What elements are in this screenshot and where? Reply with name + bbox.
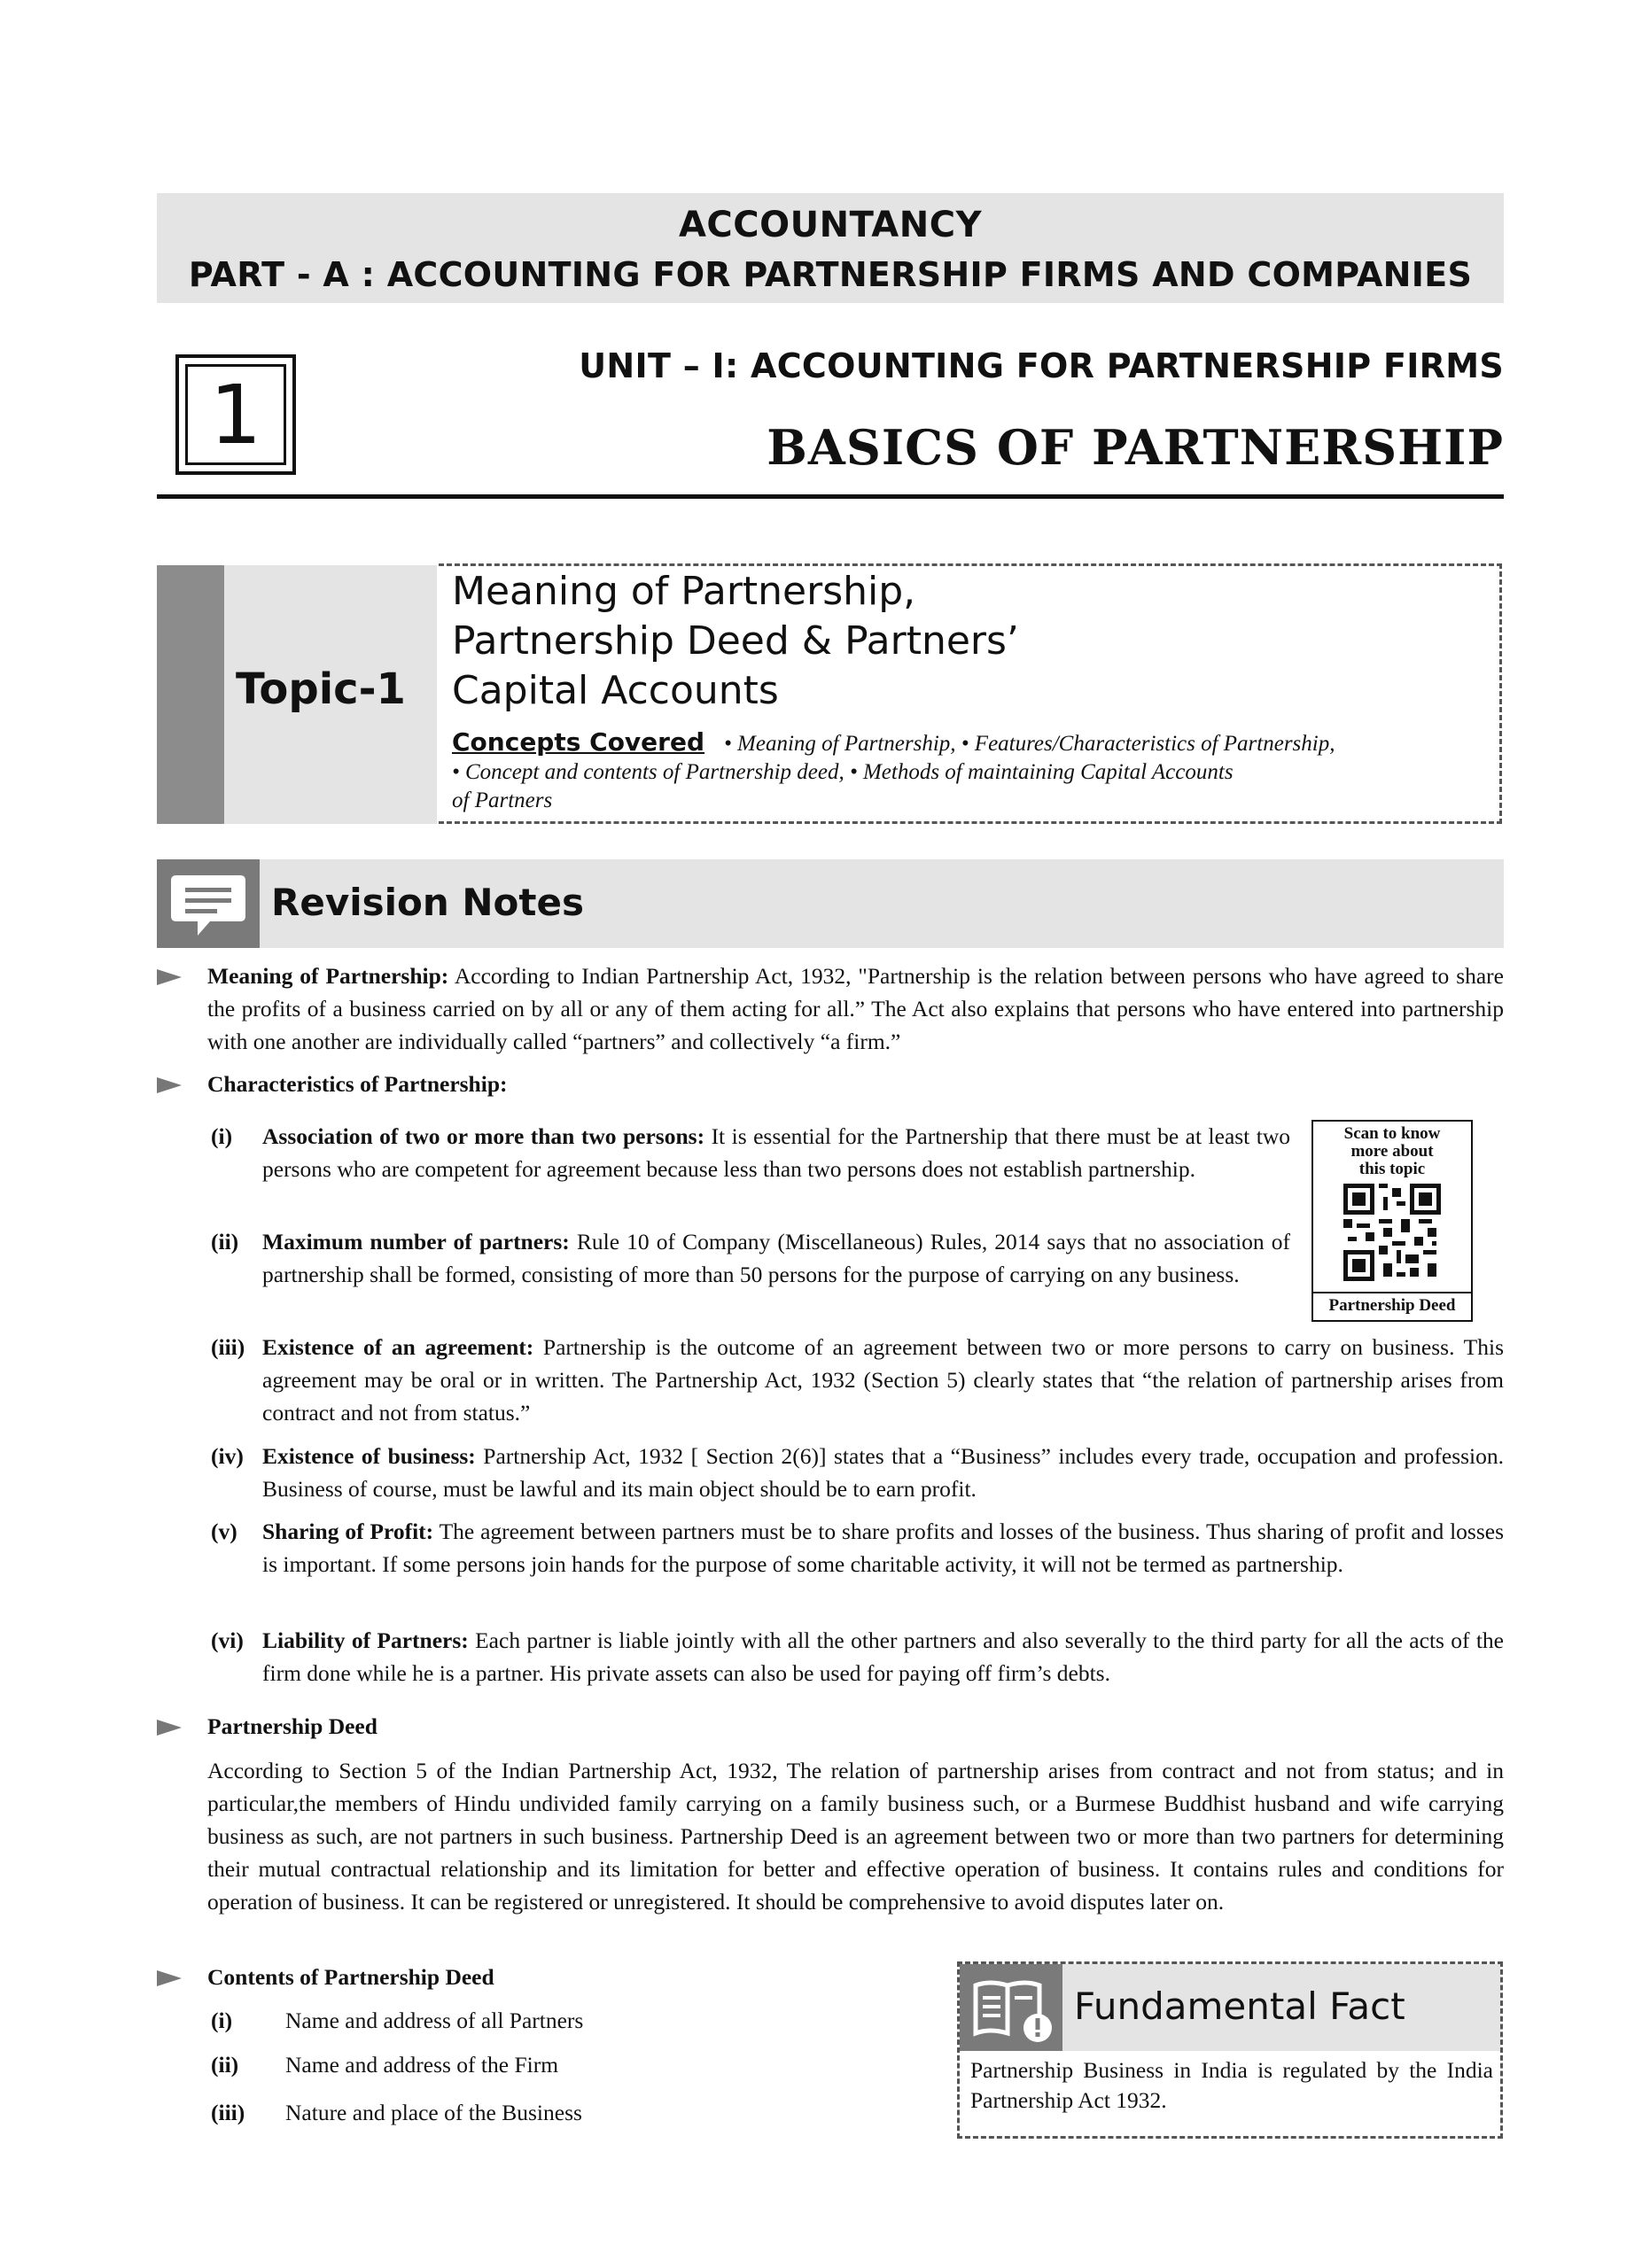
- characteristics-heading: Characteristics of Partnership:: [207, 1071, 508, 1097]
- item-number: (ii): [211, 1229, 239, 1254]
- deed-heading: Partnership Deed: [207, 1713, 377, 1739]
- meaning-heading: Meaning of Partnership:: [207, 963, 449, 989]
- item-number: (iv): [211, 1443, 244, 1469]
- part-banner: [157, 193, 1504, 303]
- fundamental-fact-title: Fundamental Fact: [1074, 1984, 1405, 2028]
- item-number: (i): [211, 1123, 233, 1149]
- contents-heading: Contents of Partnership Deed: [207, 1964, 494, 1990]
- topic-stripe: [157, 565, 224, 824]
- characteristic-item: [262, 1331, 1504, 1429]
- chapter-number: 1: [185, 364, 286, 465]
- chapter-number-box: [175, 354, 296, 475]
- item-number: (vi): [211, 1627, 244, 1653]
- item-number: (iii): [211, 1334, 245, 1360]
- characteristic-text: Rule 10 of Company (Miscellaneous) Rules, 2014 says that no association of partnership shall be formed, consisting of more than 50 persons for the purpose of carrying on any business.: [262, 1229, 1290, 1287]
- characteristic-title: Maximum number of partners:: [262, 1229, 570, 1254]
- item-number: (iii): [211, 2100, 245, 2125]
- characteristic-item: [262, 1515, 1504, 1581]
- characteristic-text: It is essential for the Partnership that there must be at least two persons who are competent for agreement because less than two persons does not establish partnership.: [262, 1123, 1291, 1182]
- qr-caption-line: this topic: [1358, 1160, 1426, 1178]
- contents-item: Name and address of all Partners: [285, 2008, 584, 2033]
- characteristic-text: Partnership Act, 1932 [ Section 2(6)] states that a “Business” includes every trade, occupation and profession. Business of course, must be lawful and its main object should be to earn profit.: [262, 1443, 1504, 1502]
- qr-caption: [1313, 1122, 1471, 1178]
- unit-title: UNIT – I: ACCOUNTING FOR PARTNERSHIP FIRMS: [579, 346, 1504, 385]
- revision-notes-title: Revision Notes: [271, 881, 584, 924]
- characteristic-title: Liability of Partners:: [262, 1627, 469, 1653]
- bullet-arrow-icon: [157, 969, 182, 985]
- item-number: (i): [211, 2008, 233, 2033]
- topic-title-line: Partnership Deed & Partners’: [452, 618, 1019, 664]
- bullet-arrow-icon: [157, 1077, 182, 1093]
- concepts-label: Concepts Covered: [452, 727, 705, 757]
- characteristic-text: Each partner is liable jointly with all the other partners and also severally to the third party for all the acts of the firm done while he is a partner. His private assets can also be used for paying off firm’s debts.: [262, 1627, 1504, 1686]
- concepts-line: • Meaning of Partnership, • Features/Characteristics of Partnership,: [724, 732, 1335, 756]
- header-divider: [157, 494, 1504, 499]
- characteristic-item: [262, 1624, 1504, 1689]
- qr-code-icon: [1343, 1184, 1441, 1281]
- characteristic-title: Existence of an agreement:: [262, 1334, 534, 1360]
- bullet-arrow-icon: [157, 1720, 182, 1736]
- meaning-paragraph: [207, 959, 1504, 1058]
- subject-title: ACCOUNTANCY: [678, 205, 983, 245]
- deed-paragraph: According to Section 5 of the Indian Partnership Act, 1932, The relation of partnership arises from contract and not from status; and in particular,the members of Hindu undivided family carrying on a family business such, or a Burmese Buddhist husband and wife carrying business as such, are not partners in such business. Partnership Deed is an agreement between two or more than two partners for determining their mutual contractual relationship and its limitation for better and effective operation of business. It contains rules and conditions for operation of business. It can be registered or unregistered. It should be comprehensive to avoid disputes later on.: [207, 1758, 1504, 1915]
- characteristic-title: Existence of business:: [262, 1443, 476, 1469]
- topic-label: Topic-1: [236, 664, 406, 714]
- item-number: (v): [211, 1518, 237, 1544]
- contents-item: Nature and place of the Business: [285, 2100, 582, 2125]
- qr-code-box[interactable]: [1311, 1120, 1473, 1322]
- characteristic-item: [262, 1120, 1290, 1185]
- topic-title: [452, 567, 1427, 716]
- notes-icon: [157, 859, 260, 948]
- concepts-line: of Partners: [452, 788, 553, 812]
- characteristic-item: [262, 1440, 1504, 1505]
- part-title: PART - A : ACCOUNTING FOR PARTNERSHIP FIRMS AND COMPANIES: [188, 255, 1473, 294]
- topic-title-line: Capital Accounts: [452, 668, 779, 713]
- meaning-text: According to Indian Partnership Act, 1932, "Partnership is the relation between persons who have agreed to share the profits of a business carried on by all or any of them acting for all.” The Act also explains that persons who have entered into partnership with one another are individually called “partners” and collectively “a firm.”: [207, 963, 1504, 1054]
- characteristic-title: Association of two or more than two persons:: [262, 1123, 705, 1149]
- qr-caption-line: more about: [1350, 1142, 1434, 1161]
- topic-title-line: Meaning of Partnership,: [452, 569, 916, 614]
- qr-footer-label: Partnership Deed: [1313, 1292, 1471, 1320]
- book-info-icon: [960, 1964, 1062, 2051]
- fundamental-fact-text: Partnership Business in India is regulated by the India Partnership Act 1932.: [970, 2057, 1493, 2113]
- chapter-title: BASICS OF PARTNERSHIP: [767, 419, 1504, 476]
- item-number: (ii): [211, 2052, 239, 2078]
- concepts-line: • Concept and contents of Partnership deed, • Methods of maintaining Capital Accounts: [452, 760, 1234, 784]
- qr-caption-line: Scan to know: [1343, 1124, 1441, 1143]
- bullet-arrow-icon: [157, 1970, 182, 1986]
- characteristic-text: Partnership is the outcome of an agreement between two or more persons to carry on business. This agreement may be oral or in written. The Partnership Act, 1932 (Section 5) clearly states that “the relation of partnership arises from contract and not from status.”: [262, 1334, 1504, 1425]
- characteristic-title: Sharing of Profit:: [262, 1518, 434, 1544]
- characteristic-item: [262, 1225, 1290, 1291]
- concepts-covered: [452, 728, 1490, 815]
- characteristic-text: The agreement between partners must be to share profits and losses of the business. Thus sharing of profit and losses is important. If some persons join hands for the purpose of some charitable activity, it will not be termed as partnership.: [262, 1518, 1504, 1577]
- contents-item: Name and address of the Firm: [285, 2052, 559, 2078]
